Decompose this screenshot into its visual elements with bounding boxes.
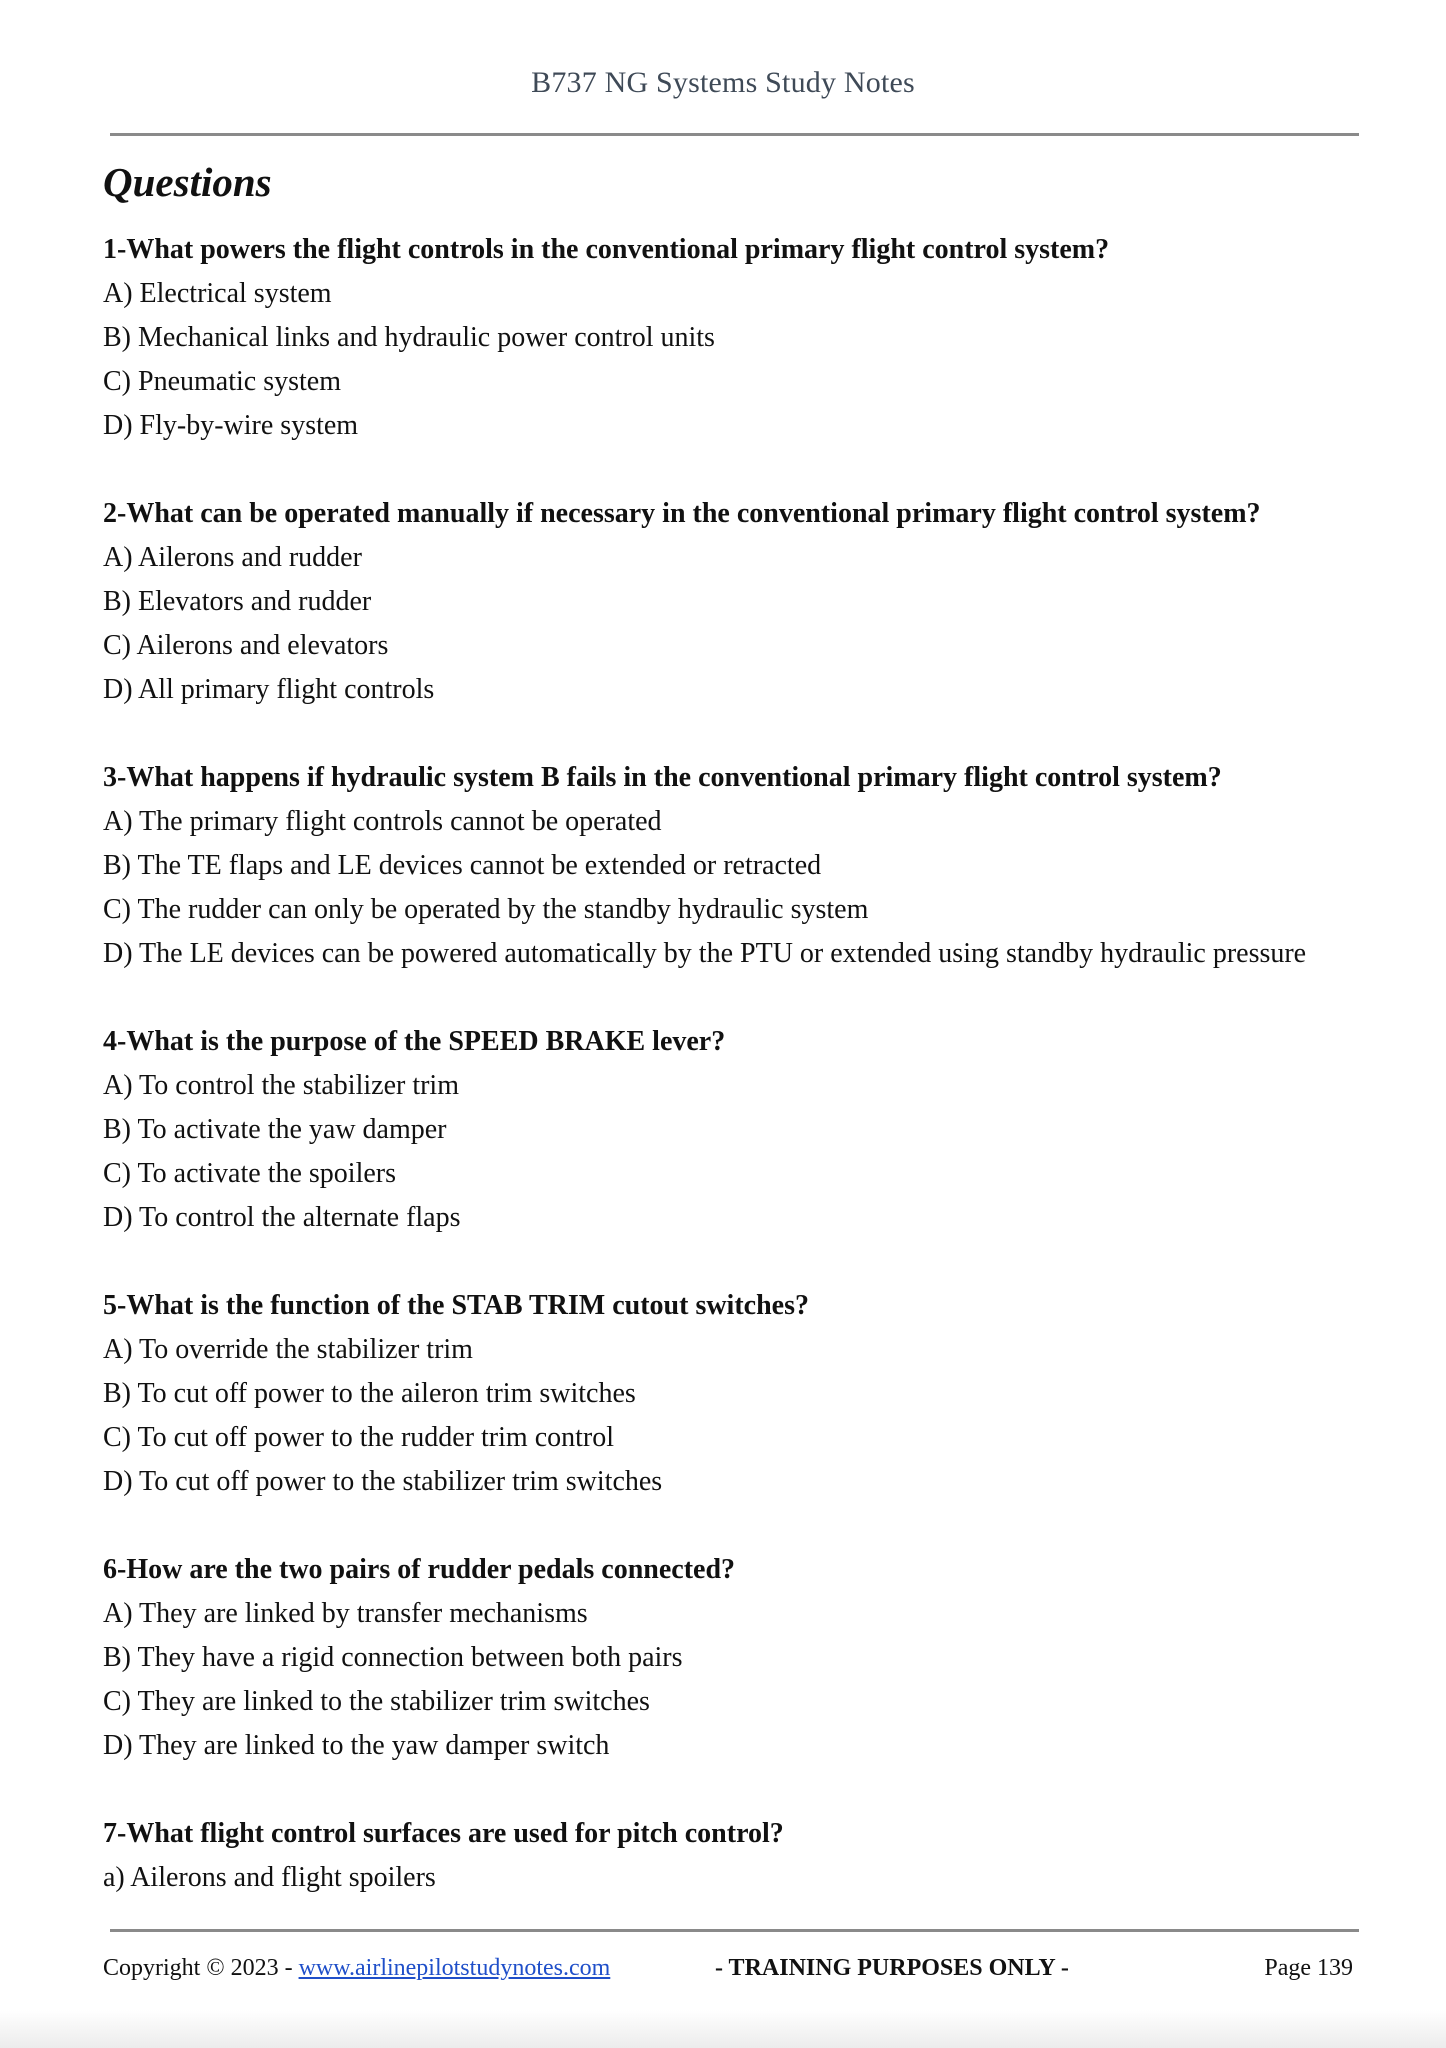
question-text: 1-What powers the flight controls in the conventional primary flight control system? [103, 234, 1110, 265]
answer-option: A) Electrical system [103, 278, 332, 309]
answer-option: B) Elevators and rudder [103, 586, 372, 617]
answer-option: D) All primary flight controls [103, 674, 435, 705]
answer-option: A) The primary flight controls cannot be operated [103, 806, 662, 837]
answer-option: C) To cut off power to the rudder trim control [103, 1422, 614, 1453]
answer-option: B) To activate the yaw damper [103, 1114, 447, 1145]
answer-option: C) Pneumatic system [103, 366, 341, 397]
answer-option: D) The LE devices can be powered automatically by the PTU or extended using standby hydraulic pressure [103, 938, 1307, 969]
website-link[interactable]: www.airlinepilotstudynotes.com [298, 1955, 611, 1981]
question-3 [103, 756, 1363, 976]
answer-option: D) Fly-by-wire system [103, 410, 359, 441]
question-text: 2-What can be operated manually if necessary in the conventional primary flight control system? [103, 498, 1261, 529]
answer-option: C) They are linked to the stabilizer trim switches [103, 1686, 650, 1717]
answer-option: B) They have a rigid connection between both pairs [103, 1642, 683, 1673]
question-4 [103, 1020, 1363, 1240]
page-number: Page 139 [1264, 1955, 1353, 1981]
answer-option: D) To control the alternate flaps [103, 1202, 461, 1233]
answer-option: D) They are linked to the yaw damper switch [103, 1730, 610, 1761]
page-footer [103, 1950, 1353, 1986]
answer-option: a) Ailerons and flight spoilers [103, 1862, 436, 1893]
answer-option: C) To activate the spoilers [103, 1158, 397, 1189]
answer-option: A) Ailerons and rudder [103, 542, 362, 573]
section-title: Questions [103, 159, 272, 205]
question-1 [103, 228, 1363, 448]
training-notice: - TRAINING PURPOSES ONLY - [715, 1955, 1069, 1981]
question-text: 4-What is the purpose of the SPEED BRAKE lever? [103, 1026, 726, 1057]
answer-option: A) To control the stabilizer trim [103, 1070, 459, 1101]
question-2 [103, 492, 1363, 712]
footer-divider [110, 1929, 1359, 1932]
question-6 [103, 1548, 1363, 1768]
question-text: 7-What flight control surfaces are used for pitch control? [103, 1818, 784, 1849]
answer-option: B) The TE flaps and LE devices cannot be extended or retracted [103, 850, 822, 881]
questions-list [103, 228, 1363, 1944]
copyright-text: Copyright © 2023 - [103, 1955, 299, 1981]
answer-option: B) To cut off power to the aileron trim switches [103, 1378, 636, 1409]
question-5 [103, 1284, 1363, 1504]
answer-option: A) To override the stabilizer trim [103, 1334, 473, 1365]
answer-option: C) The rudder can only be operated by the standby hydraulic system [103, 894, 869, 925]
question-text: 5-What is the function of the STAB TRIM cutout switches? [103, 1290, 809, 1321]
answer-option: B) Mechanical links and hydraulic power control units [103, 322, 715, 353]
header-divider [110, 133, 1359, 136]
footer-copyright [103, 1950, 610, 1986]
page-header: B737 NG Systems Study Notes [531, 66, 915, 99]
question-text: 6-How are the two pairs of rudder pedals connected? [103, 1554, 736, 1585]
answer-option: A) They are linked by transfer mechanisms [103, 1598, 588, 1629]
answer-option: D) To cut off power to the stabilizer trim switches [103, 1466, 663, 1497]
answer-option: C) Ailerons and elevators [103, 630, 389, 661]
question-7 [103, 1812, 1363, 1900]
viewer-bottom-edge [0, 2010, 1446, 2048]
question-text: 3-What happens if hydraulic system B fails in the conventional primary flight control system? [103, 762, 1222, 793]
